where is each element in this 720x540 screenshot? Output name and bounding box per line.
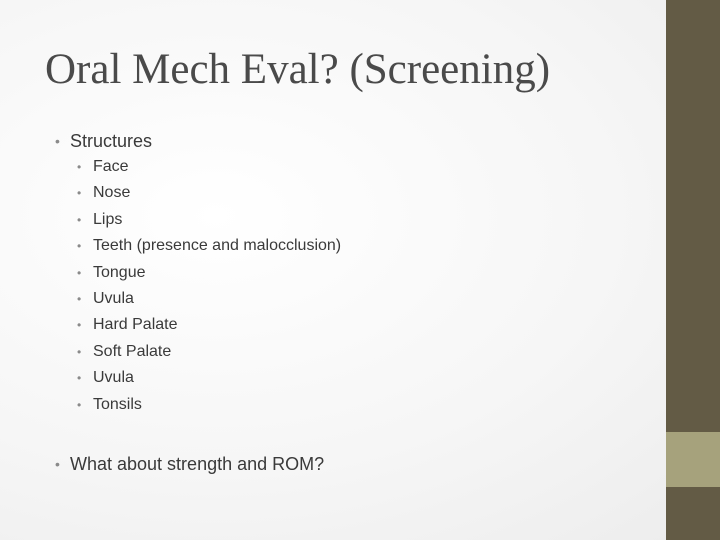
bullet-dot: • bbox=[55, 456, 60, 472]
list-item bbox=[77, 312, 341, 338]
list-item-label: Teeth (presence and malocclusion) bbox=[93, 237, 342, 255]
structures-sub-list bbox=[77, 154, 341, 418]
bullet-structures bbox=[55, 128, 152, 154]
list-item bbox=[77, 392, 341, 418]
list-item bbox=[77, 365, 341, 391]
list-item-label: Hard Palate bbox=[93, 316, 178, 334]
bullet-dot: • bbox=[77, 186, 82, 201]
bullet-dot: • bbox=[77, 292, 82, 307]
bullet-list bbox=[55, 128, 152, 154]
list-item-label: Tongue bbox=[93, 263, 146, 281]
list-item bbox=[77, 233, 341, 259]
list-item bbox=[77, 154, 341, 180]
bullet-dot: • bbox=[77, 239, 82, 254]
sidebar-decoration bbox=[666, 0, 720, 540]
list-item bbox=[77, 260, 341, 286]
list-item bbox=[77, 207, 341, 233]
bullet-dot: • bbox=[77, 344, 82, 359]
list-item bbox=[77, 339, 341, 365]
list-item bbox=[77, 180, 341, 206]
bullet-dot: • bbox=[77, 160, 82, 174]
slide-title: Oral Mech Eval? (Screening) bbox=[45, 46, 551, 93]
bullet-dot: • bbox=[55, 133, 60, 149]
bullet-dot: • bbox=[77, 318, 82, 333]
bullet-label: What about strength and ROM? bbox=[70, 454, 325, 474]
bullet-label: Structures bbox=[70, 131, 153, 151]
bullet-question bbox=[55, 451, 324, 477]
sidebar-band-top bbox=[666, 0, 720, 432]
sub-list-wrapper bbox=[55, 154, 342, 418]
list-item-label: Uvula bbox=[93, 369, 134, 387]
bullet-dot: • bbox=[77, 371, 82, 386]
bullet-dot: • bbox=[77, 212, 82, 227]
list-item-label: Soft Palate bbox=[93, 342, 172, 360]
list-item-label: Lips bbox=[93, 210, 123, 228]
list-item-label: Uvula bbox=[93, 290, 134, 308]
list-item-label: Face bbox=[93, 158, 129, 175]
list-item-label: Tonsils bbox=[93, 395, 142, 413]
sidebar-band-bottom bbox=[666, 487, 720, 540]
bullet-dot: • bbox=[77, 265, 82, 280]
list-item bbox=[77, 286, 341, 312]
bullet-list-question bbox=[55, 451, 324, 477]
sidebar-band-accent bbox=[666, 432, 720, 487]
bullet-dot: • bbox=[77, 397, 82, 412]
list-item-label: Nose bbox=[93, 184, 131, 202]
